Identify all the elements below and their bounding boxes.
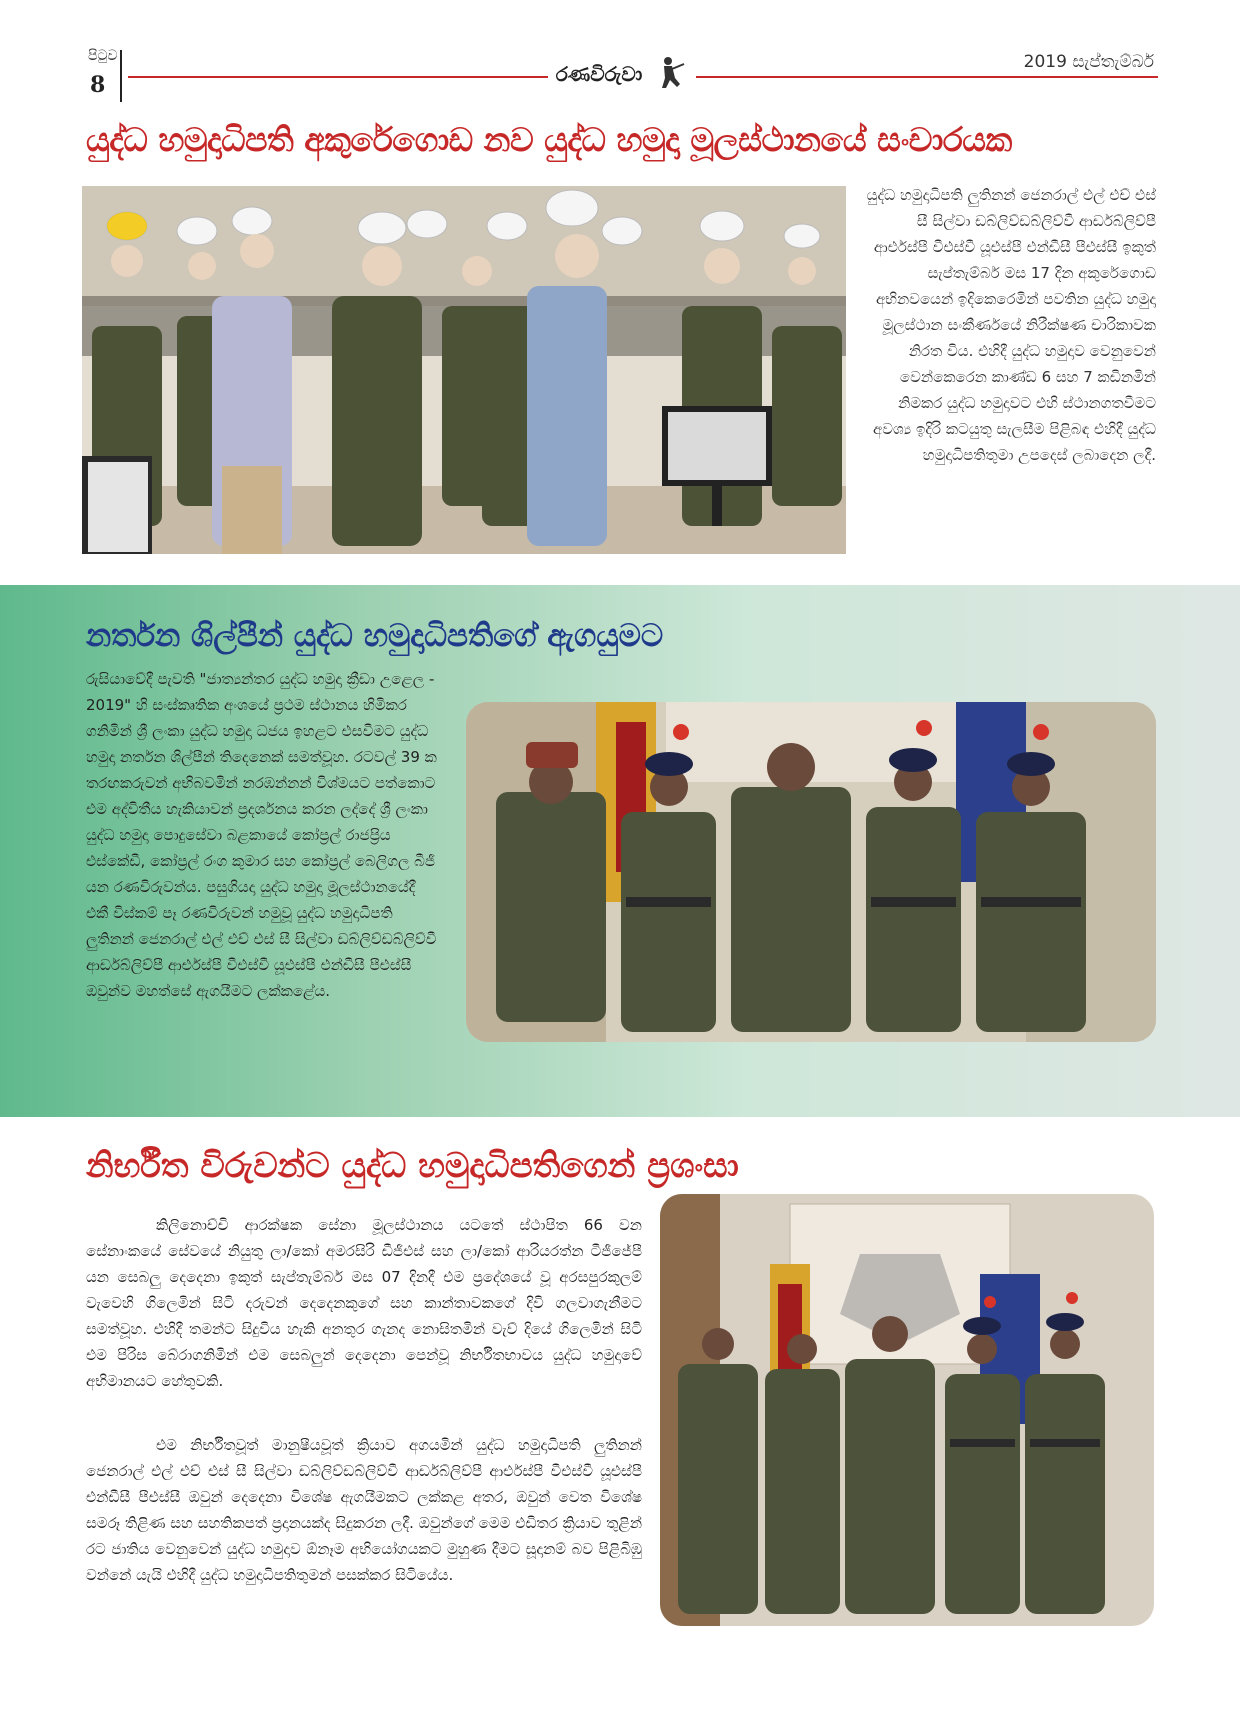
article2-body: රුසියාවේදී පැවති "ජාත්‍යන්තර යුද්ධ හමුදා ක්‍රීඩා උළෙල - 2019" හි සංස්කෘතික අංශයේ ප්‍රථම ස්ථානය හිමිකර ගනිමින් ශ්‍රී ලංකා යුද්ධ හමුදා ධජය ඉහළට එසවීමට යුද්ධ හමුදා නර්තන ශිල්පීන් තිදෙනෙක් සමත්වූහ. රටවල් 39 ක තරඟකරුවන් අභිබවමින් නරඹන්නන් විශ්මයට පත්කොට එම අද්විතීය හැකියාවන් ප්‍රදර්ශනය කරන ලද්දේ ශ්‍රී ලංකා යුද්ධ හමුදා පොදුසේවා බළකායේ කෝප්‍රල් රාජප්‍රිය එස්කේඩී, කෝප්‍රල් රංග කුමාර සහ කෝප්‍රල් බෙලිගල බීජී යන රණවිරුවන්ය. පසුගියදා යුද්ධ හමුදා මූලස්ථානයේදී එකී විස්කම් පෑ රණවිරුවන් හමුවූ යුද්ධ හමුදාධිපති ලුතිනන් ජෙනරාල් එල් එච් එස් සී සිල්වා ඩබ්ලිව්ඩබ්ලිව්වී ආර්ඩබ්ලිව්පී ආර්එස්පී වීඑස්වී යූඑස්පී එන්ඩීසී පීඑස්සී ඔවුන්ව මහත්සේ ඇගයීමට ලක්කළේය. bbox=[86, 670, 437, 1000]
article3-paragraph-1: කිලිනොච්චි ආරක්ෂක සේනා මූලස්ථානය යටතේ ස්ථාපිත 66 වන සේනාංකයේ සේවයේ නියුතු ලා/කෝ අමරසිරි ඩීජීඑස් සහ ලා/කෝ ආරියරත්න ටීජීජේපී යන සෙබලු දෙදෙනා ඉකුත් සැප්තැම්බර් මස 07 දිනදී එම ප්‍රදේශයේ වූ අරසපුරකුලම් වැවෙහි ගිලෙමින් සිටි දරුවන් දෙදෙනකුගේ සහ කාන්තාවකගේ දිවි ගලවාගැනීමට සමත්වූහ. එහිදී තමන්ට සිදුවිය හැකි අනතුර ගැනද නොසිතමින් වැව් දියේ ගිලෙමින් සිටි එම පිරිස බේරාගනිමින් එම සෙබලුන් දෙදෙනා පෙන්වූ නිර්භීතභාවය යුද්ධ හමුදාවේ අභිමානයට හේතුවකි. bbox=[86, 1216, 642, 1390]
masthead-title: රණවිරුවා bbox=[555, 62, 643, 86]
article2-photo bbox=[466, 702, 1156, 1042]
article3-headline: නිර්භීත විරුවන්ට යුද්ධ හමුදාධිපතිගෙන් ප්‍රශංසා bbox=[86, 1146, 739, 1186]
article2-headline: නර්තන ශිල්පීන් යුද්ධ හමුදාධිපතිගේ ඇගයුමට bbox=[86, 618, 664, 654]
article1-photo bbox=[82, 186, 846, 554]
page-label: පිටුව bbox=[88, 48, 118, 64]
header-rule-left bbox=[128, 76, 548, 78]
article3-paragraph-2: එම නිර්භීතවූත් මානුෂීයවූත් ක්‍රියාව අගයමින් යුද්ධ හමුදාධිපති ලුතිනන් ජෙනරාල් එල් එච් එස් සී සිල්වා ඩබ්ලිව්ඩබ්ලිව්වී ආර්ඩබ්ලිව්පී ආර්එස්පී වීඑස්වී යූඑස්පී එන්ඩීසී පීඑස්සී ඔවුන් දෙදෙනා විශේෂ ඇගයීමකට ලක්කළ අතර, ඔවුන් වෙත විශේෂ සමරූ තිළිණ සහ සහතිකපත් ප්‍රදානයක්ද සිදුකරන ලදී. ඔවුන්ගේ මෙම එඩිතර ක්‍රියාව තුළින් රට ජාතිය වෙනුවෙන් යුද්ධ හමුදාව ඕනෑම අභියෝගයකට මුහුණ දීමට සූදානම් බව පිළිබිඹු වන්නේ යැයි එහිදී යුද්ධ හමුදාධිපතිතුමන් පසක්කර සිටියේය. bbox=[86, 1436, 642, 1584]
article1-headline: යුද්ධ හමුදාධිපති අකුරේගොඩ නව යුද්ධ හමුදා මූලස්ථානයේ සංචාරයක bbox=[86, 120, 1012, 159]
article3-photo bbox=[660, 1194, 1154, 1626]
issue-date: 2019 සැප්තැම්බර් bbox=[1023, 52, 1154, 72]
header-rule-right bbox=[696, 76, 1158, 78]
header-divider bbox=[120, 50, 122, 102]
page-number: 8 bbox=[90, 72, 106, 98]
soldier-logo-icon bbox=[648, 54, 688, 94]
masthead bbox=[548, 52, 696, 96]
article1-body: යුද්ධ හමුදාධිපති ලුතිනන් ජෙනරාල් එල් එච් එස් සී සිල්වා ඩබ්ලිව්ඩබ්ලිව්වී ආර්ඩබ්ලිව්පී ආර්එස්පී වීඑස්වී යූඑස්පී එන්ඩීසී පීඑස්සී ඉකුත් සැප්තැම්බර් මස 17 දින අකුරේගොඩ අභිනවයෙන් ඉදිකෙරෙමින් පවතින යුද්ධ හමුදා මූලස්ථාන සංකීර්ණයේ නිරීක්ෂණ චාරිකාවක නිරත විය. එහිදී යුද්ධ හමුදාව වෙනුවෙන් වෙන්කෙරෙන කාණ්ඩ 6 සහ 7 කඩිනමින් නිමකර යුද්ධ හමුදාවට එහි ස්ථානගතවීමට අවශ්‍ය ඉදිරි කටයුතු සැලසීම පිළිබඳ එහිදී යුද්ධ හමුදාධිපතිතුමා උපදෙස් ලබාදෙන ලදී. bbox=[866, 186, 1156, 464]
